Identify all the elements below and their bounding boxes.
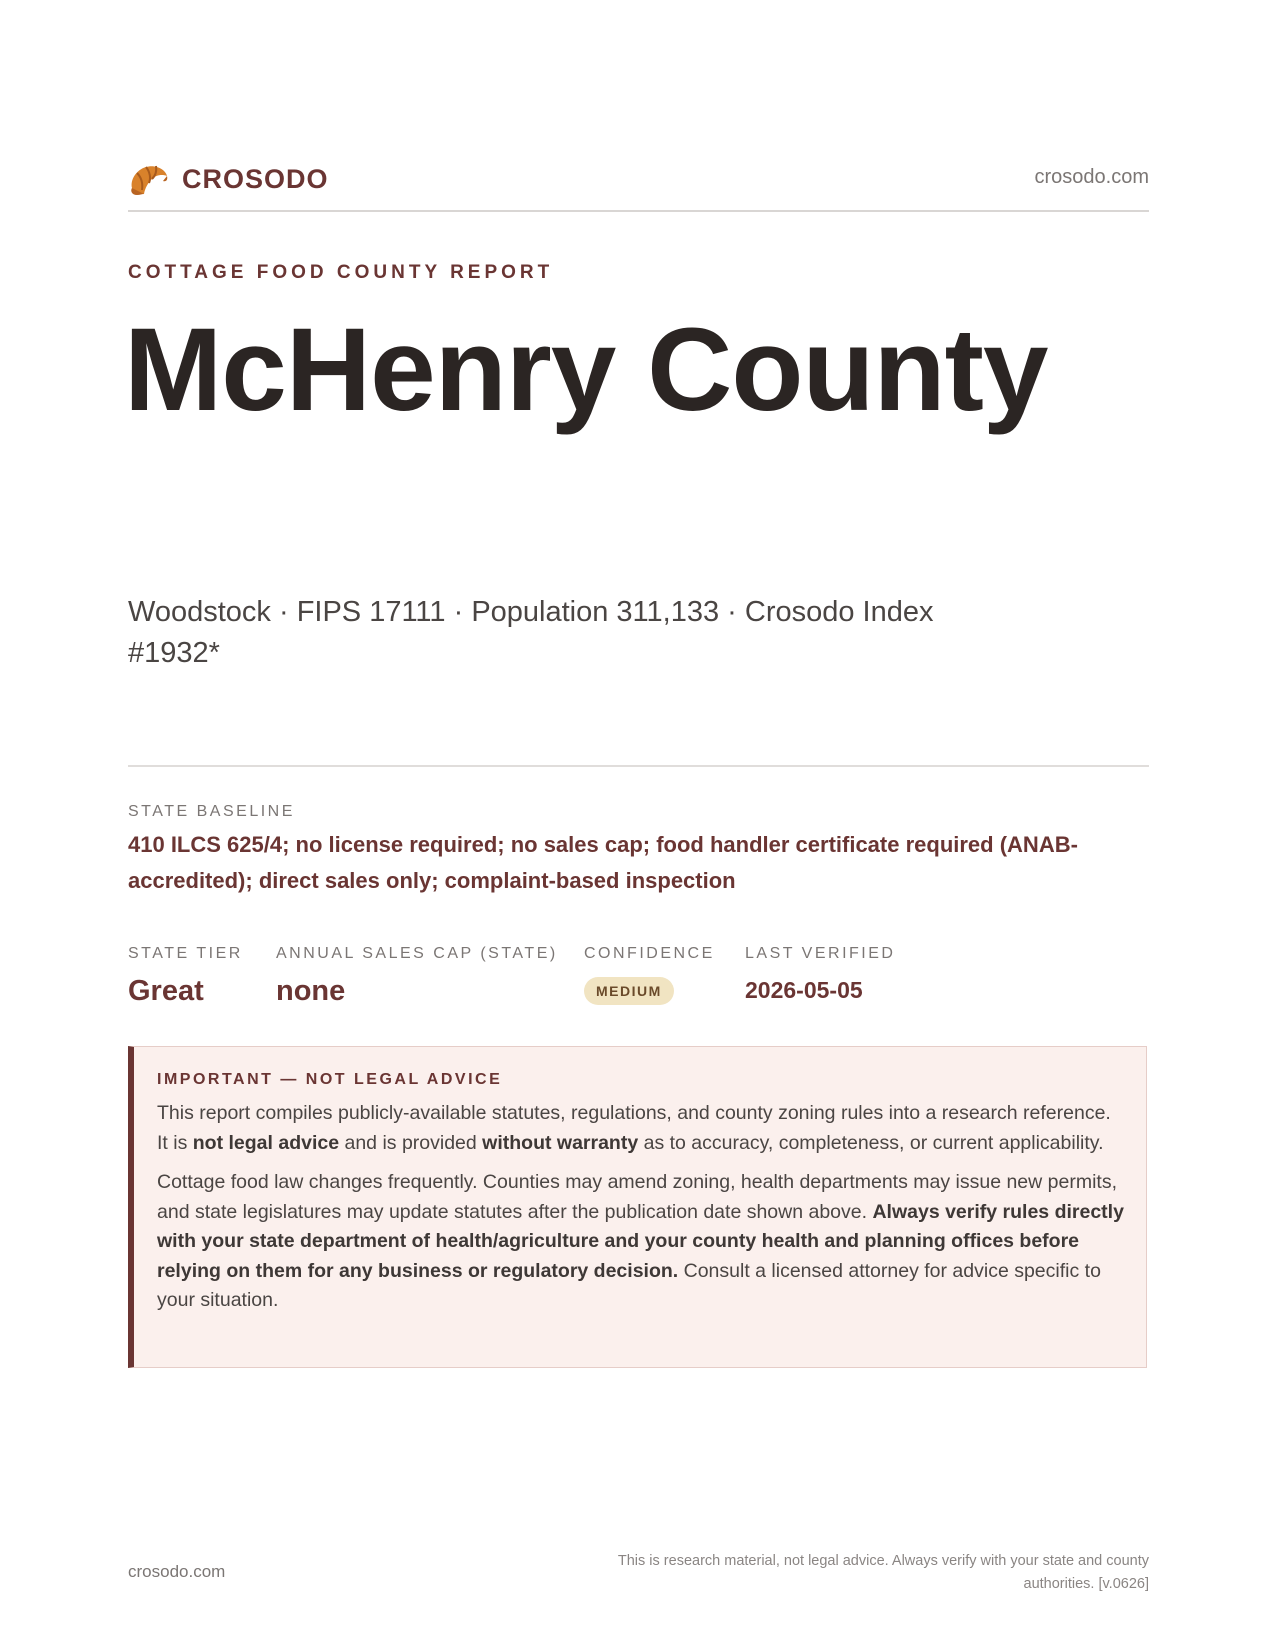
notice-emphasis: Always verify rules directly with your state department of health/agriculture and your county health and planning offices before relying on them for any business or regulatory decision. xyxy=(157,1200,1124,1282)
notice-text: Cottage food law changes frequently. Counties may amend zoning, health departments may issue new permits, and state legislatures may update statutes after the publication date shown above. xyxy=(157,1171,1117,1223)
stat-label: LAST VERIFIED xyxy=(745,945,896,962)
notice-emphasis: without warranty xyxy=(482,1131,639,1154)
stat-state-tier xyxy=(128,945,243,1008)
legal-notice xyxy=(128,1046,1147,1368)
notice-heading: IMPORTANT — NOT LEGAL ADVICE xyxy=(157,1071,503,1088)
state-baseline-label: STATE BASELINE xyxy=(128,803,295,820)
croissant-icon xyxy=(128,158,170,200)
confidence-badge: MEDIUM xyxy=(584,977,674,1005)
county-subtitle: Woodstock · FIPS 17111 · Population 311,133 · Crosodo Index #1932* xyxy=(128,596,934,669)
page-header xyxy=(128,158,1149,206)
section-divider xyxy=(128,765,1149,767)
notice-text: Consult a licensed attorney for advice specific to your situation. xyxy=(157,1259,1101,1311)
notice-paragraph xyxy=(157,1168,1127,1316)
report-eyebrow: COTTAGE FOOD COUNTY REPORT xyxy=(128,262,554,283)
notice-text: and is provided xyxy=(339,1131,483,1154)
stat-sales-cap xyxy=(276,945,558,1008)
footer-disclaimer: This is research material, not legal advice. Always verify with your state and county authorities. [v.0626] xyxy=(617,1553,1149,1592)
notice-text: as to accuracy, completeness, or current applicability. xyxy=(638,1131,1104,1154)
brand xyxy=(128,158,329,200)
stat-label: CONFIDENCE xyxy=(584,945,715,962)
site-url[interactable]: crosodo.com xyxy=(1034,166,1149,188)
report-page xyxy=(124,0,1149,1650)
brand-name: CROSODO xyxy=(182,163,329,194)
state-baseline-text: 410 ILCS 625/4; no license required; no sales cap; food handler certificate required (ANAB-accredited); direct sales only; complaint-based inspection xyxy=(128,832,1078,893)
notice-emphasis: not legal advice xyxy=(192,1131,340,1154)
notice-text: This report compiles publicly-available statutes, regulations, and county zoning rules into a research reference. It is xyxy=(157,1102,1111,1154)
stat-label: STATE TIER xyxy=(128,945,243,962)
stat-label: ANNUAL SALES CAP (STATE) xyxy=(276,945,558,962)
stat-confidence xyxy=(584,945,715,1005)
stats-row xyxy=(128,945,1149,1015)
header-divider xyxy=(128,210,1149,212)
stat-value: 2026-05-05 xyxy=(745,977,863,1003)
notice-paragraph xyxy=(157,1099,1127,1158)
stat-value: none xyxy=(276,975,346,1007)
footer-url[interactable]: crosodo.com xyxy=(128,1562,226,1581)
page-title: McHenry County xyxy=(124,304,1048,436)
stat-last-verified xyxy=(745,945,895,1004)
stat-value: Great xyxy=(128,975,204,1007)
